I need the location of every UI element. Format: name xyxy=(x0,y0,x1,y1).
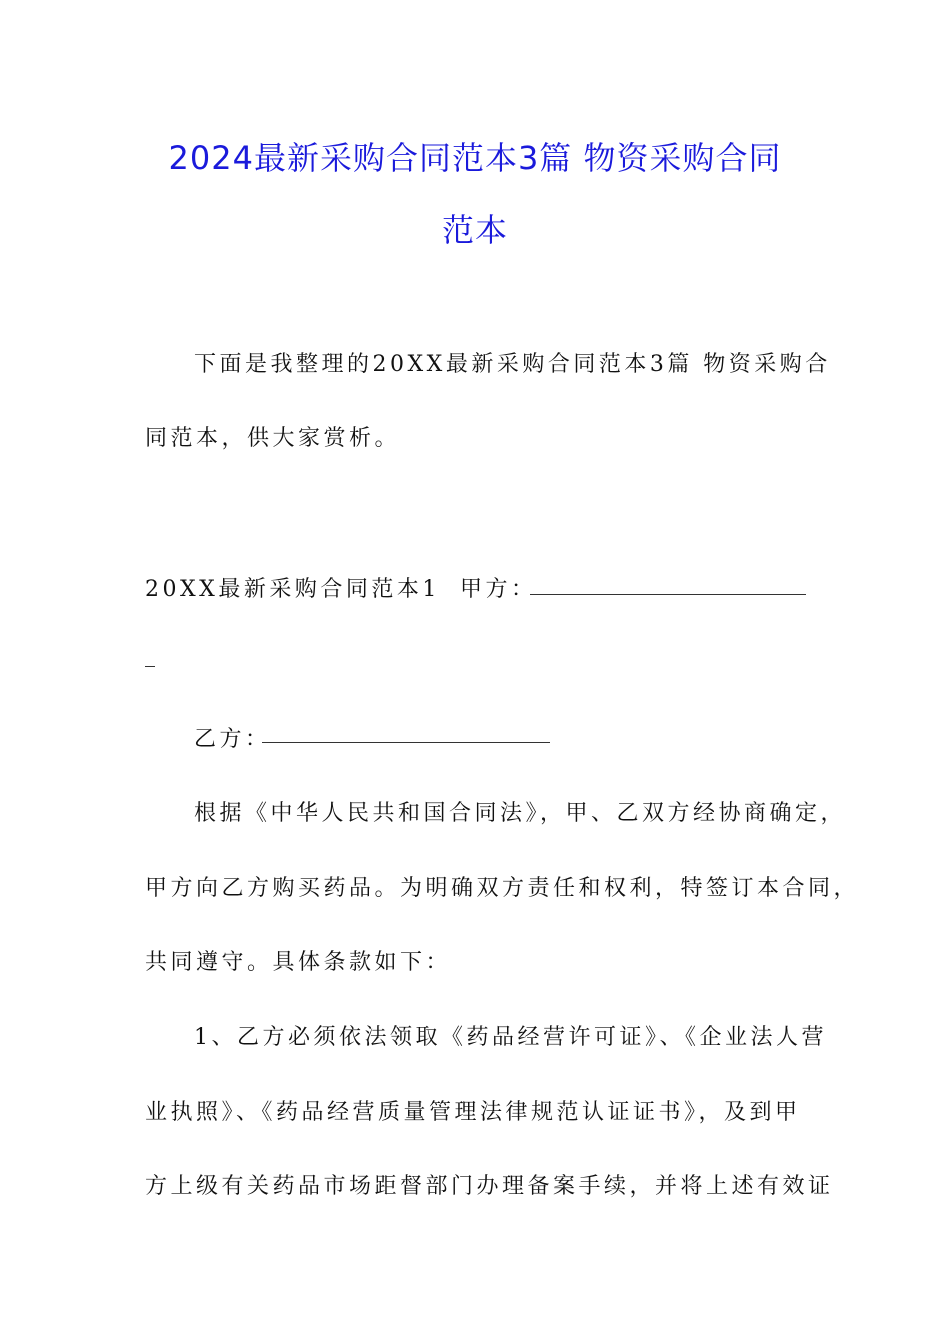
paragraph-2-line-2: 业执照》、《药品经营质量管理法律规范认证证书》，及到甲 xyxy=(145,1100,801,1125)
intro-line-2: 同范本，供大家赏析。 xyxy=(145,426,401,451)
paragraph-1-line-1: 根据《中华人民共和国合同法》，甲、乙双方经协商确定， xyxy=(194,801,847,826)
party-a-label: 甲方： xyxy=(460,577,537,602)
paragraph-2-line-1: 1、乙方必须依法领取《药品经营许可证》、《企业法人营 xyxy=(194,1025,827,1050)
document-title-line-1: 2024最新采购合同范本3篇 物资采购合同 xyxy=(168,139,782,177)
party-b-label: 乙方： xyxy=(194,727,271,752)
paragraph-1-line-3: 共同遵守。具体条款如下： xyxy=(145,950,452,975)
party-b-blank-line xyxy=(262,718,550,743)
party-a-blank-line xyxy=(530,570,806,595)
document-title-line-2: 范本 xyxy=(441,211,508,249)
section-1-heading: 20XX最新采购合同范本1 xyxy=(145,577,440,602)
paragraph-2-line-3: 方上级有关药品市场距督部门办理备案手续，并将上述有效证 xyxy=(145,1174,834,1199)
intro-line-1: 下面是我整理的20XX最新采购合同范本3篇 物资采购合 xyxy=(194,352,831,377)
party-a-blank-line-continued xyxy=(145,642,155,667)
paragraph-1-line-2: 甲方向乙方购买药品。为明确双方责任和权利，特签订本合同， xyxy=(145,876,860,901)
